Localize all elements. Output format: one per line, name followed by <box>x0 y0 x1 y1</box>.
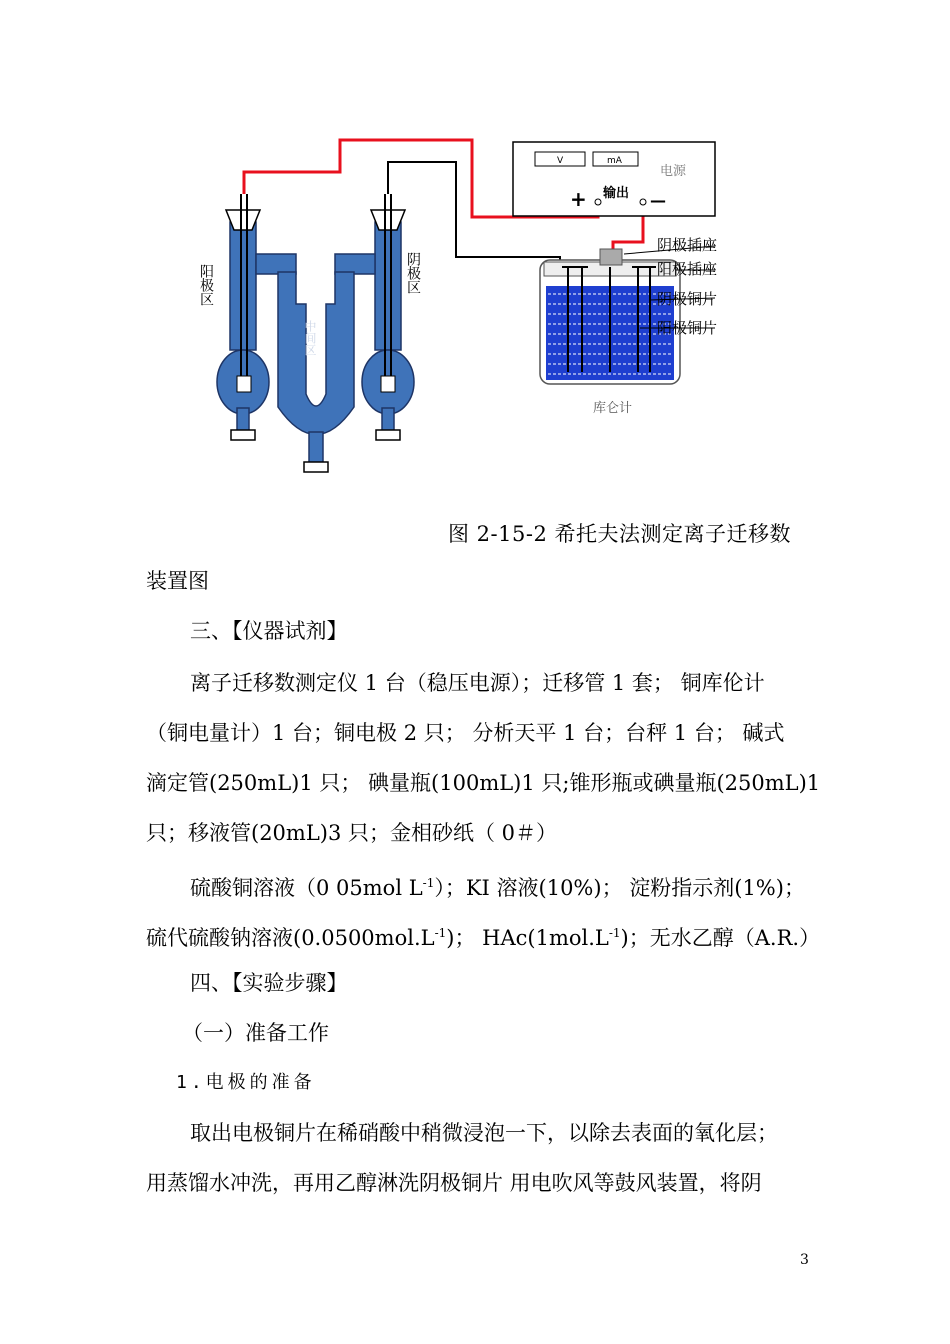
reagents-line-2b: )； HAc(1mol.L <box>446 926 609 950</box>
plus-sign: + <box>570 187 587 211</box>
step-1-text-line-2: 用蒸馏水冲洗，再用乙醇淋洗阴极铜片 用电吹风等鼓风装置，将阴 <box>146 1171 762 1195</box>
terminal-plus <box>595 199 601 205</box>
milliammeter-label: mA <box>607 156 622 166</box>
instruments-line-1: 离子迁移数测定仪 1 台（稳压电源）；迁移管 1 套； 铜库伦计 <box>190 671 765 695</box>
reagents-sup-3: -1 <box>608 926 621 940</box>
label-b: B <box>365 288 373 301</box>
minus-sign: — <box>650 191 666 210</box>
terminal-minus <box>640 199 646 205</box>
reagents-sup-2: -1 <box>434 926 447 940</box>
instruments-line-2: （铜电量计）1 台；铜电极 2 只； 分析天平 1 台；台秤 1 台； 碱式 <box>146 721 785 745</box>
callout-cathode-plate: 阴极铜片 <box>656 290 717 308</box>
tube-funnels <box>226 210 405 230</box>
reagents-line-2a: 硫代硫酸钠溶液(0.0500mol.L <box>146 926 435 950</box>
reagents-line-2c: )；无水乙醇（A.R.） <box>620 926 821 950</box>
instruments-line-4: 只；移液管(20mL)3 只；金相砂纸（ 0＃） <box>146 821 558 845</box>
callout-cathode-socket: 阴极插座 <box>656 236 717 254</box>
middle-zone-label: 中间区 <box>303 320 317 356</box>
cathode-zone-label: 阴极区 <box>405 252 421 294</box>
power-supply-label: 电源 <box>660 164 687 179</box>
output-label: 输出 <box>603 186 630 201</box>
figure-caption-continued: 装置图 <box>146 569 209 593</box>
step-1-title: 1.电极的准备 <box>176 1072 316 1093</box>
page-number: 3 <box>800 1252 809 1268</box>
reagents-line-1 <box>190 868 854 903</box>
reagents-sup-1: -1 <box>422 876 435 890</box>
section-3-title: 三、【仪器试剂】 <box>190 619 348 643</box>
voltmeter-label: V <box>557 156 564 166</box>
callout-anode-socket: 阳极插座 <box>656 260 717 278</box>
callout-anode-plate: 阳极铜片 <box>656 319 717 337</box>
apparatus-figure <box>200 132 720 500</box>
instruments-line-3: 滴定管(250mL)1 只； 碘量瓶(100mL)1 只;锥形瓶或碘量瓶(250mL)1 <box>146 771 821 795</box>
section-4-title: 四、【实验步骤】 <box>190 971 348 995</box>
anode-zone-label: 阳极区 <box>198 264 214 306</box>
reagents-line-1a: 硫酸铜溶液（0 05mol L <box>190 876 423 900</box>
coulometer-socket <box>600 249 622 265</box>
reagents-line-1b: ）；KI 溶液(10%)； 淀粉指示剂(1%)； <box>434 876 805 900</box>
reagents-line-2 <box>146 918 821 953</box>
figure-caption: 图 2-15-2 希托夫法测定离子迁移数 <box>448 522 791 546</box>
subsection-1-title: （一）准备工作 <box>182 1021 329 1045</box>
step-1-text-line-1: 取出电极铜片在稀硝酸中稍微浸泡一下，以除去表面的氧化层； <box>190 1121 778 1145</box>
coulometer-label: 库仑计 <box>593 401 633 416</box>
label-a: A <box>262 288 270 301</box>
